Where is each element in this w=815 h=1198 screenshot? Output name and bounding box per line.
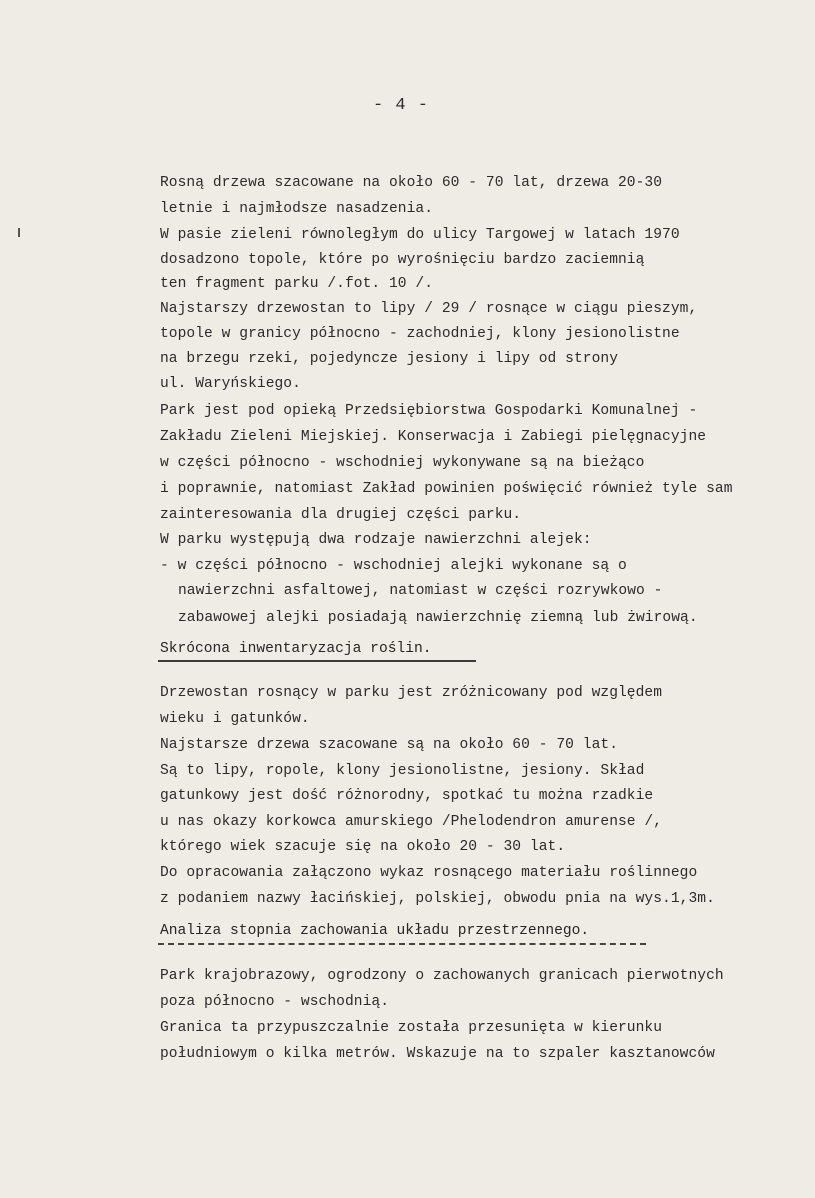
text-line: ten fragment parku /.fot. 10 /. — [160, 276, 434, 292]
heading-underline — [158, 943, 646, 945]
text-line: Park jest pod opieką Przedsiębiorstwa Gospodarki Komunalnej - — [160, 403, 698, 419]
margin-mark — [18, 228, 20, 237]
text-line: na brzegu rzeki, pojedyncze jesiony i lipy od strony — [160, 351, 618, 367]
text-line: południowym o kilka metrów. Wskazuje na to szpaler kasztanowców — [160, 1046, 715, 1062]
text-line: ul. Waryńskiego. — [160, 376, 301, 392]
page-number: - 4 - — [373, 96, 430, 115]
text-line: w części północno - wschodniej wykonywane są na bieżąco — [160, 455, 645, 471]
text-line: wieku i gatunków. — [160, 711, 310, 727]
text-line: z podaniem nazwy łacińskiej, polskiej, obwodu pnia na wys.1,3m. — [160, 891, 715, 907]
list-item-line: - w części północno - wschodniej alejki wykonane są o — [160, 558, 627, 574]
text-line: W parku występują dwa rodzaje nawierzchni alejek: — [160, 532, 592, 548]
text-line: Rosną drzewa szacowane na około 60 - 70 lat, drzewa 20-30 — [160, 175, 663, 191]
text-line: poza północno - wschodnią. — [160, 994, 389, 1010]
text-line: Drzewostan rosnący w parku jest zróżnicowany pod względem — [160, 685, 663, 701]
text-line: gatunkowy jest dość różnorodny, spotkać tu można rzadkie — [160, 788, 654, 804]
text-line: Najstarszy drzewostan to lipy / 29 / rosnące w ciągu pieszym, — [160, 301, 698, 317]
text-line: Granica ta przypuszczalnie została przesunięta w kierunku — [160, 1020, 663, 1036]
text-line: Najstarsze drzewa szacowane są na około 60 - 70 lat. — [160, 737, 618, 753]
text-line: letnie i najmłodsze nasadzenia. — [160, 201, 434, 217]
text-line: u nas okazy korkowca amurskiego /Phelodendron amurense /, — [160, 814, 663, 830]
text-line: Do opracowania załączono wykaz rosnącego materiału roślinnego — [160, 865, 698, 881]
text-line: topole w granicy północno - zachodniej, klony jesionolistne — [160, 326, 680, 342]
text-line: dosadzono topole, które po wyrośnięciu bardzo zaciemnią — [160, 252, 645, 268]
text-line: zainteresowania dla drugiej części parku. — [160, 507, 522, 523]
text-line: i poprawnie, natomiast Zakład powinien poświęcić również tyle sam — [160, 481, 733, 497]
text-line: Zakładu Zieleni Miejskiej. Konserwacja i Zabiegi pielęgnacyjne — [160, 429, 707, 445]
text-line: W pasie zieleni równoległym do ulicy Targowej w latach 1970 — [160, 227, 680, 243]
text-line: Są to lipy, ropole, klony jesionolistne, jesiony. Skład — [160, 763, 645, 779]
section-heading-spatial-analysis: Analiza stopnia zachowania układu przestrzennego. — [160, 923, 590, 939]
list-item-line: nawierzchni asfaltowej, natomiast w części rozrywkowo - — [178, 583, 663, 599]
text-line: Park krajobrazowy, ogrodzony o zachowanych granicach pierwotnych — [160, 968, 724, 984]
heading-underline — [158, 660, 476, 662]
section-heading-plant-inventory: Skrócona inwentaryzacja roślin. — [160, 641, 432, 657]
text-line: którego wiek szacuje się na około 20 - 30 lat. — [160, 839, 566, 855]
list-item-line: zabawowej alejki posiadają nawierzchnię ziemną lub żwirową. — [178, 610, 698, 626]
